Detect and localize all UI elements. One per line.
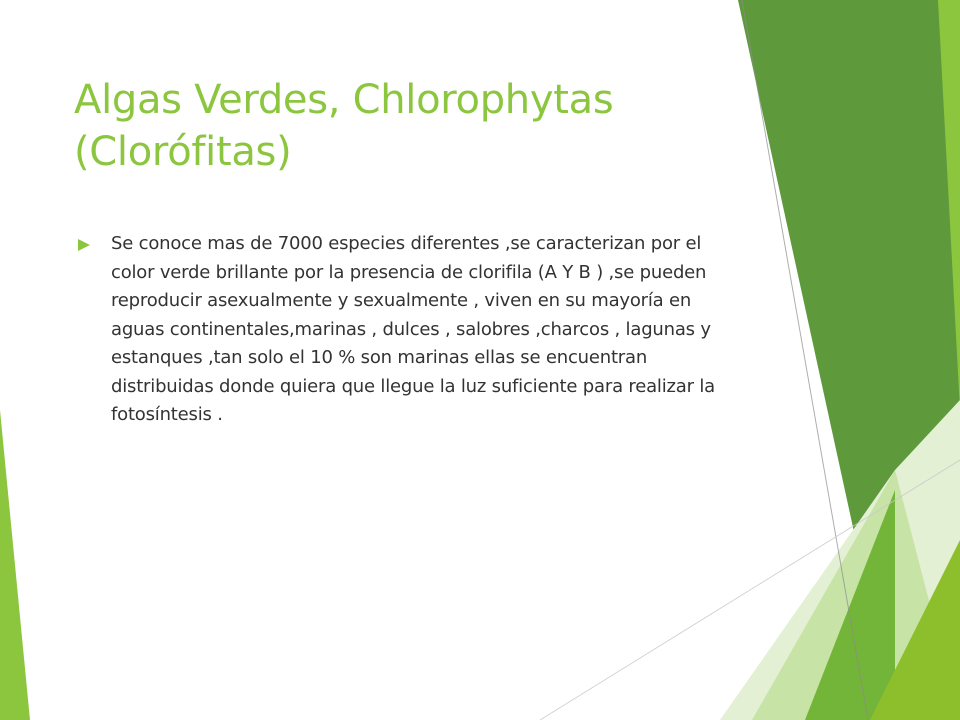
slide-title: Algas Verdes, Chlorophytas (Clorófitas): [74, 77, 614, 175]
left-accent-shape: [0, 410, 30, 720]
bullet-list: [74, 230, 734, 430]
triangle-bullet-icon: [78, 239, 90, 251]
bullet-item: [74, 230, 734, 430]
bullet-text: Se conoce mas de 7000 especies diferentes ,se caracterizan por el color verde brillante por la presencia de clorifila (A Y B ) ,se pueden reproducir asexualmente y sexualmente , viven en su mayoría en aguas continentales,marinas , dulces , salobres ,charcos , lagunas y estanques ,tan solo el 10 % son marinas ellas se encuentran distribuidas donde quiera que llegue la luz suficiente para realizar la fotosíntesis .: [111, 233, 715, 425]
